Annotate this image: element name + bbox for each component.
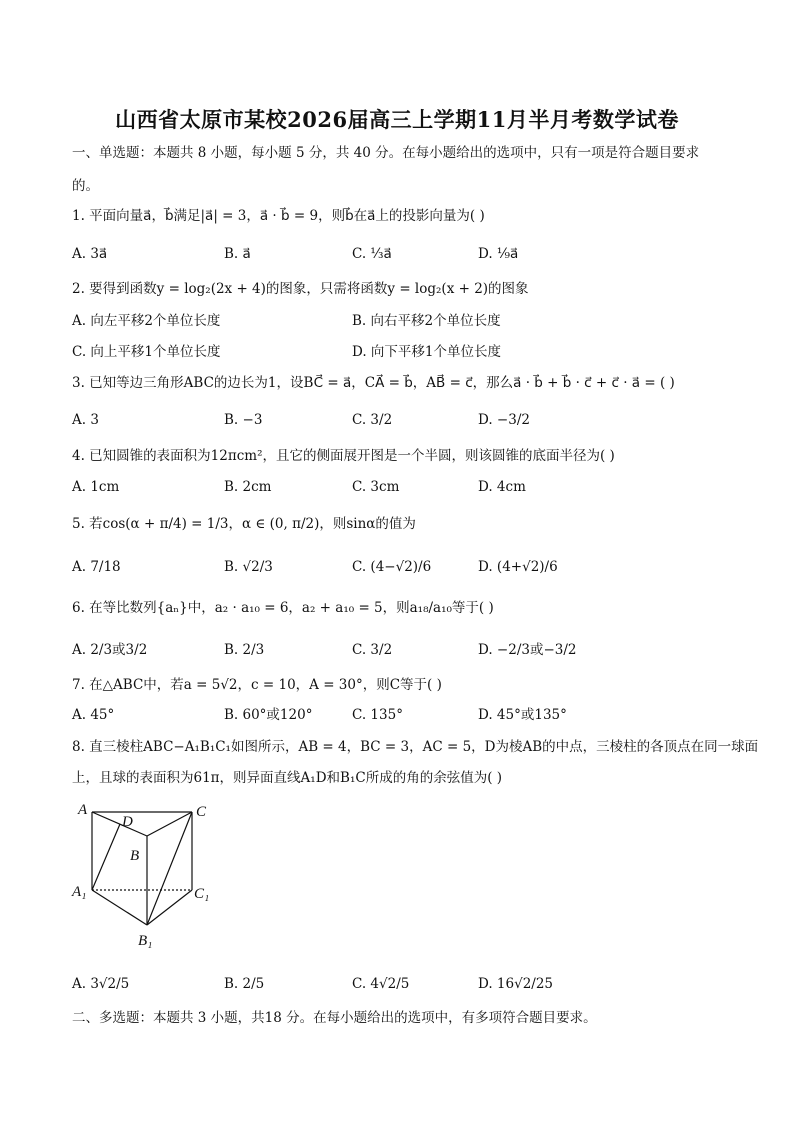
q8-option-b: B. 2/5 — [224, 976, 265, 992]
q3-option-a: A. 3 — [72, 412, 99, 428]
q5-options — [72, 557, 732, 577]
q2-option-a: A. 向左平移2个单位长度 — [72, 313, 221, 329]
q1-option-d: D. ⅑a⃗ — [478, 246, 519, 262]
q5-option-d: D. (4+√2)/6 — [478, 559, 558, 575]
edge-a1b1 — [92, 890, 147, 925]
segment-a1d — [92, 824, 120, 890]
q2-stem: 2. 要得到函数y = log₂(2x + 4)的图象，只需将函数y = log₂(x + 2)的图象 — [72, 281, 529, 297]
q3-option-d: D. −3/2 — [478, 412, 530, 428]
q4-option-b: B. 2cm — [224, 479, 272, 495]
q7-options — [72, 705, 732, 725]
q8-options — [72, 974, 732, 994]
q8-stem-line2: 上，且球的表面积为61π，则异面直线A₁D和B₁C所成的角的余弦值为( ) — [72, 770, 503, 786]
page-title: 山西省太原市某校2026届高三上学期11月半月考数学试卷 — [115, 107, 679, 132]
q3-option-b: B. −3 — [224, 412, 263, 428]
q5-option-c: C. (4−√2)/6 — [352, 559, 432, 575]
label-a: A — [78, 802, 88, 818]
q8-option-a: A. 3√2/5 — [72, 976, 130, 992]
q6-option-a: A. 2/3或3/2 — [72, 642, 148, 658]
q7-option-b: B. 60°或120° — [224, 707, 313, 723]
q2-option-d: D. 向下平移1个单位长度 — [352, 344, 502, 360]
label-c1: C₁ — [194, 886, 210, 902]
q6-options — [72, 640, 732, 660]
q2-option-b: B. 向右平移2个单位长度 — [352, 313, 501, 329]
section1-heading: 一、单选题：本题共 8 小题，每小题 5 分，共 40 分。在每小题给出的选项中，只有一项是符合题目要求 — [72, 145, 700, 161]
q3-options — [72, 410, 732, 430]
q7-option-c: C. 135° — [352, 707, 403, 723]
label-c: C — [196, 804, 207, 820]
q3-stem: 3. 已知等边三角形ABC的边长为1，设BC⃗ = a⃗，CA⃗ = b⃗，AB⃗ = c⃗，那么a⃗ · b⃗ + b⃗ · c⃗ + c⃗ · a⃗ = ( ) — [72, 375, 675, 391]
q2-option-c: C. 向上平移1个单位长度 — [72, 344, 221, 360]
edge-bc — [147, 812, 192, 836]
q4-stem: 4. 已知圆锥的表面积为12πcm²，且它的侧面展开图是一个半圆，则该圆锥的底面半径为( ) — [72, 448, 615, 464]
label-b: B — [130, 848, 140, 864]
q7-option-d: D. 45°或135° — [478, 707, 567, 723]
q5-option-b: B. √2/3 — [224, 559, 273, 575]
q3-option-c: C. 3/2 — [352, 412, 393, 428]
q1-stem: 1. 平面向量a⃗，b⃗满足|a⃗| = 3，a⃗ · b⃗ = 9，则b⃗在a⃗上的投影向量为( ) — [72, 208, 485, 224]
q8-option-d: D. 16√2/25 — [478, 976, 554, 992]
q6-stem: 6. 在等比数列{aₙ}中，a₂ · a₁₀ = 6，a₂ + a₁₀ = 5，则a₁₈/a₁₀等于( ) — [72, 600, 494, 616]
q7-option-a: A. 45° — [72, 707, 115, 723]
q4-options — [72, 477, 732, 497]
label-d: D — [122, 814, 133, 830]
q4-option-a: A. 1cm — [72, 479, 120, 495]
q6-option-b: B. 2/3 — [224, 642, 265, 658]
q1-option-b: B. a⃗ — [224, 246, 251, 262]
q6-option-d: D. −2/3或−3/2 — [478, 642, 577, 658]
q4-option-d: D. 4cm — [478, 479, 526, 495]
q2-options-row1 — [72, 311, 732, 331]
q5-stem: 5. 若cos(α + π/4) = 1/3，α ∈ (0, π/2)，则sinα的值为 — [72, 516, 416, 532]
q7-stem: 7. 在△ABC中，若a = 5√2，c = 10，A = 30°，则C等于( ) — [72, 677, 442, 693]
label-a1: A₁ — [72, 884, 87, 900]
prism-figure — [70, 800, 220, 950]
section1-heading-cont: 的。 — [72, 178, 99, 194]
section2-heading: 二、多选题：本题共 3 小题，共18 分。在每小题给出的选项中，有多项符合题目要求。 — [72, 1010, 597, 1026]
q1-option-a: A. 3a⃗ — [72, 246, 108, 262]
q8-option-c: C. 4√2/5 — [352, 976, 410, 992]
q4-option-c: C. 3cm — [352, 479, 400, 495]
label-b1: B₁ — [138, 933, 153, 949]
q1-option-c: C. ⅓a⃗ — [352, 246, 392, 262]
q8-stem-line1: 8. 直三棱柱ABC−A₁B₁C₁如图所示，AB = 4，BC = 3，AC = 5，D为棱AB的中点，三棱柱的各顶点在同一球面 — [72, 739, 759, 755]
q6-option-c: C. 3/2 — [352, 642, 393, 658]
q2-options-row2 — [72, 342, 732, 362]
q1-options — [72, 244, 732, 264]
q5-option-a: A. 7/18 — [72, 559, 121, 575]
